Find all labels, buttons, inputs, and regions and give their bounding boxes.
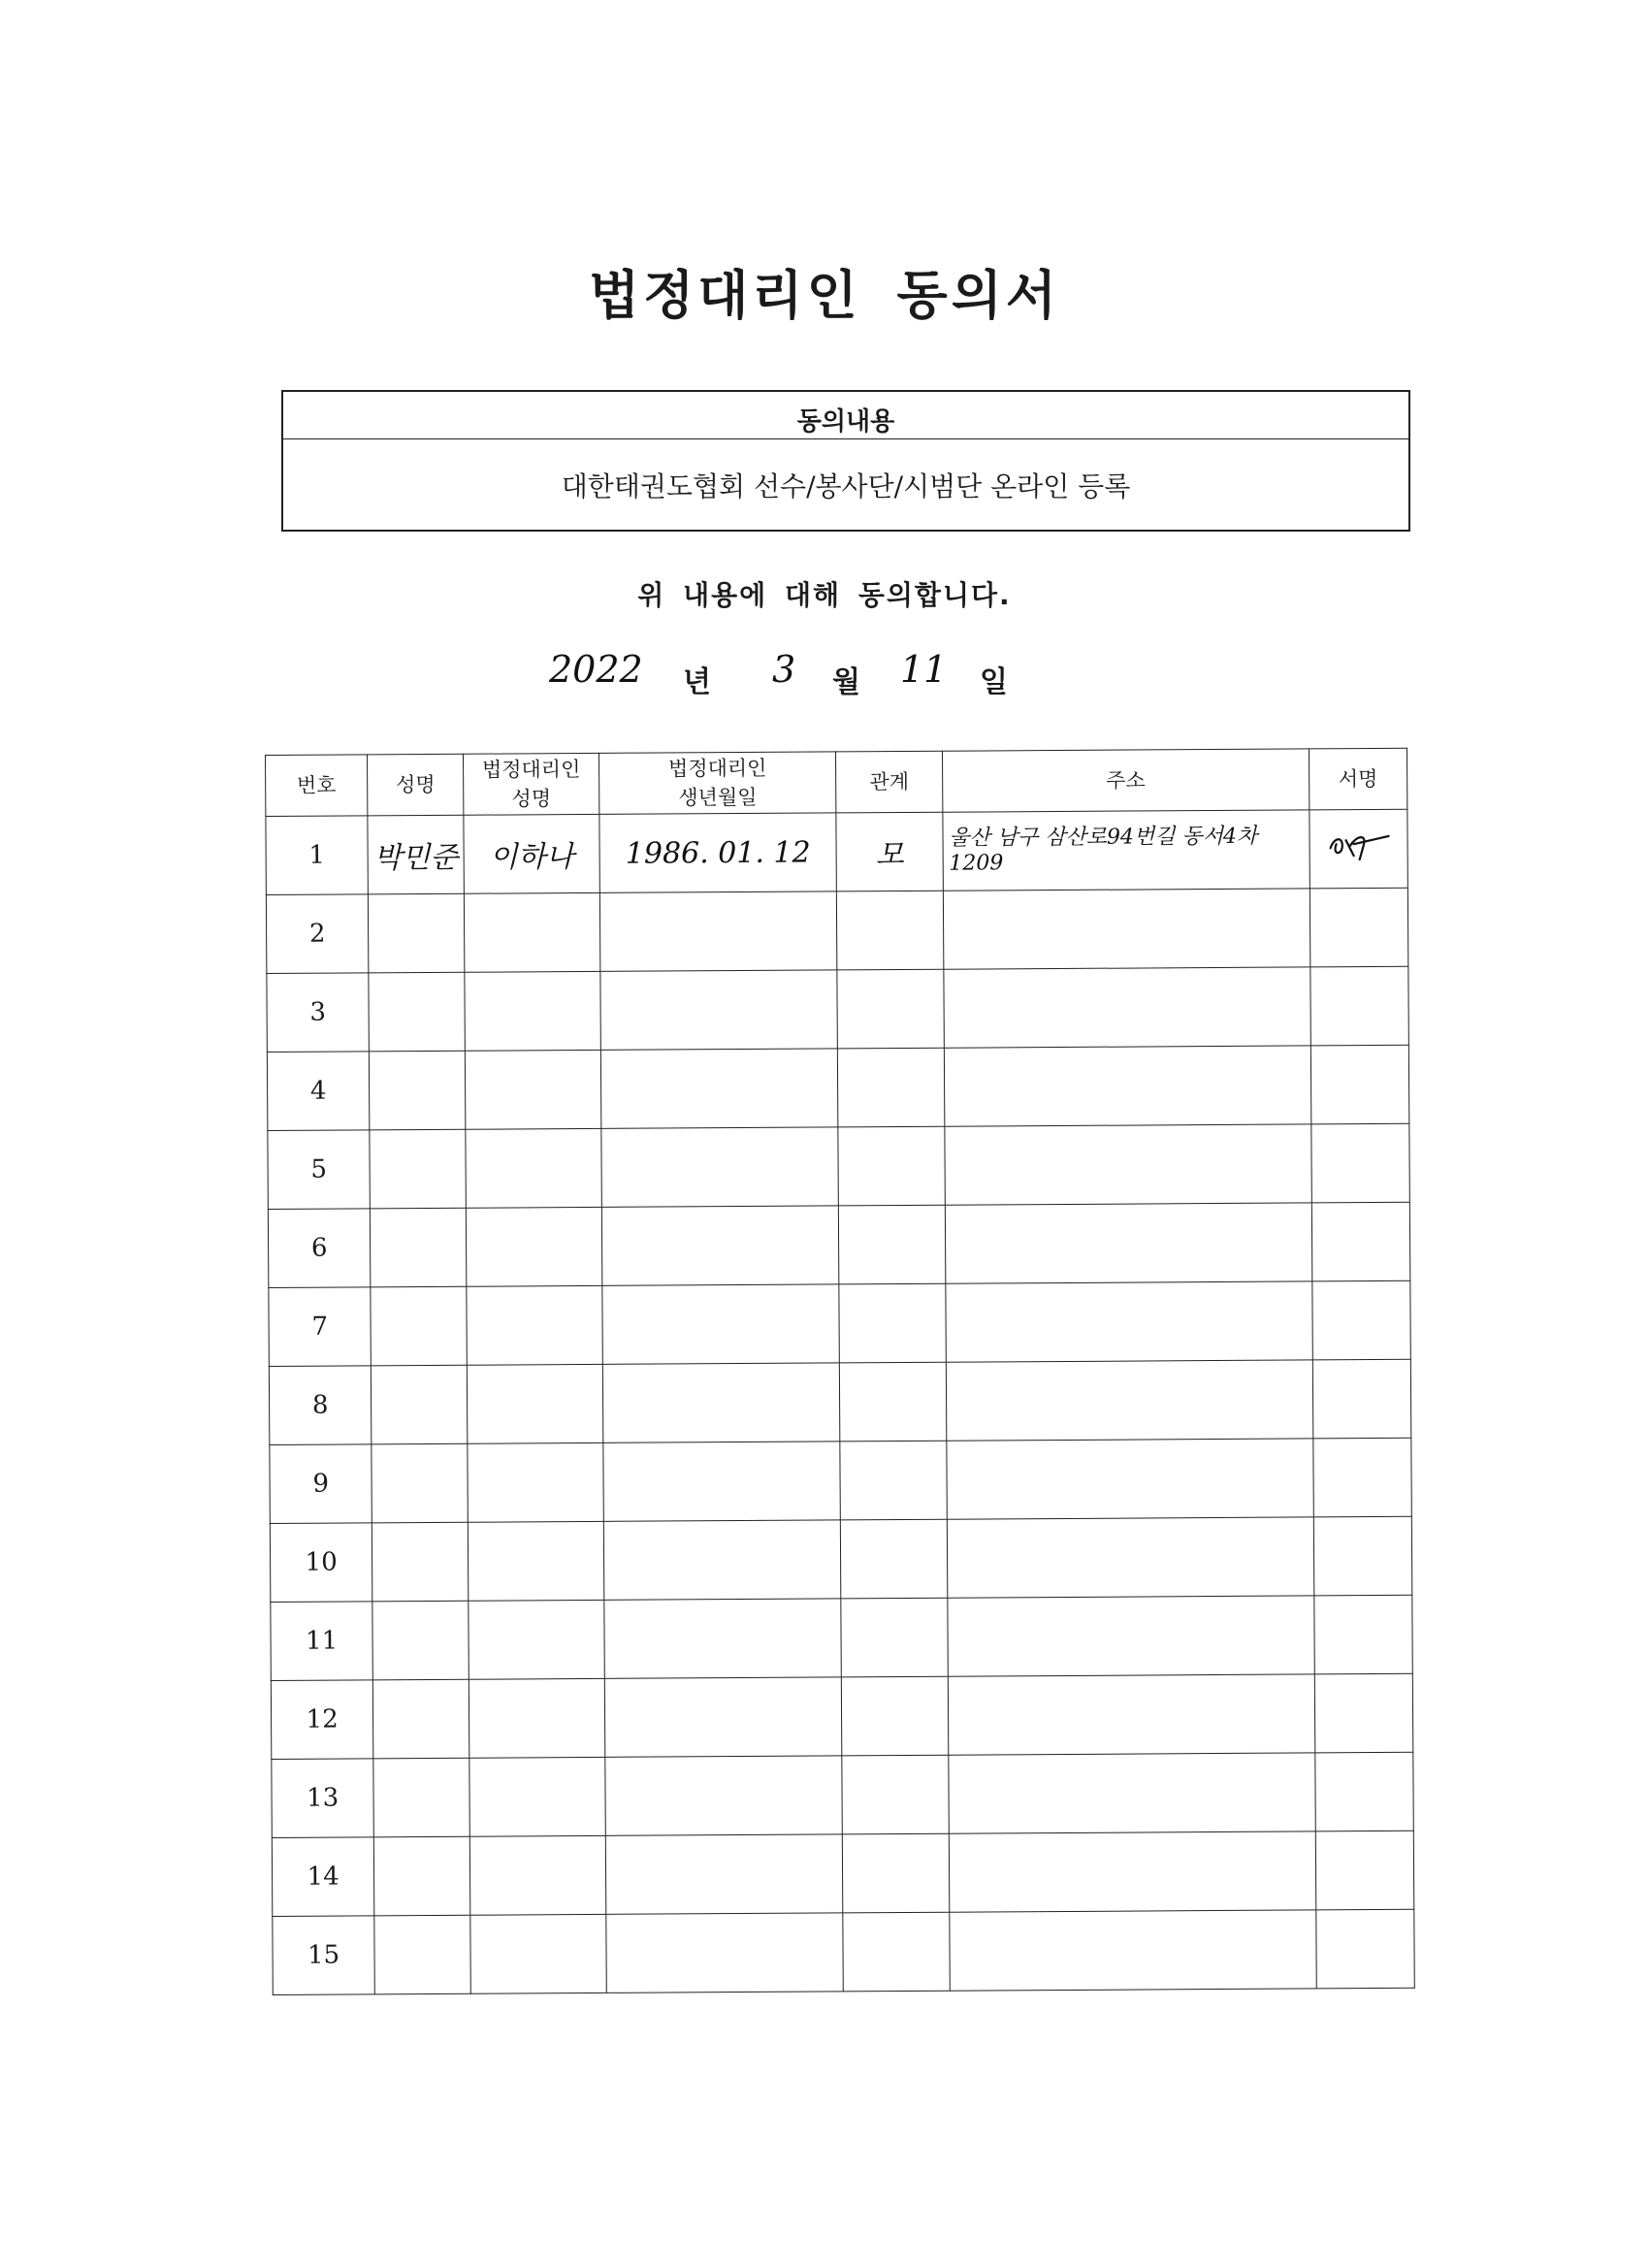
cell-guardian-name[interactable] [466, 1050, 601, 1129]
cell-address[interactable] [948, 1753, 1315, 1833]
cell-guardian-birth[interactable] [601, 1127, 839, 1207]
cell-number: 8 [269, 1366, 372, 1445]
cell-number: 4 [267, 1052, 370, 1131]
cell-guardian-birth[interactable] [604, 1599, 842, 1678]
table-row [270, 1438, 1411, 1523]
cell-name[interactable] [370, 1129, 467, 1209]
cell-signature[interactable] [1313, 1516, 1412, 1596]
cell-name[interactable] [369, 893, 466, 973]
cell-name[interactable] [371, 1286, 468, 1366]
cell-name[interactable] [370, 1051, 467, 1130]
guardian-table [265, 748, 1415, 1995]
cell-relation[interactable] [841, 1519, 948, 1599]
header-signature [1309, 748, 1407, 810]
cell-address[interactable] [945, 1124, 1312, 1205]
cell-name[interactable] [372, 1365, 469, 1444]
cell-address[interactable] [944, 967, 1311, 1048]
cell-name[interactable] [372, 1679, 469, 1759]
cell-signature[interactable] [1316, 1909, 1415, 1989]
cell-signature[interactable] [1310, 1045, 1409, 1124]
header-guardian-birth-line1: 법정대리인 [667, 756, 767, 781]
header-signature-line1: 서명 [1338, 766, 1378, 792]
cell-guardian-name[interactable] [466, 1128, 601, 1208]
header-guardian-birth [598, 752, 836, 814]
cell-guardian-name[interactable]: 이하나 [464, 814, 599, 893]
cell-relation[interactable] [843, 1833, 950, 1913]
cell-number: 14 [272, 1837, 374, 1917]
table-row [271, 1673, 1412, 1759]
cell-signature[interactable] [1312, 1359, 1411, 1439]
cell-guardian-birth[interactable] [602, 1363, 840, 1442]
cell-guardian-name[interactable] [468, 1364, 603, 1443]
cell-relation[interactable] [840, 1362, 947, 1442]
cell-relation[interactable] [841, 1598, 948, 1677]
cell-signature[interactable] [1315, 1831, 1414, 1910]
cell-signature[interactable] [1310, 809, 1408, 889]
header-guardian-name [464, 753, 599, 815]
cell-guardian-name[interactable] [465, 971, 600, 1051]
cell-relation[interactable]: 모 [836, 812, 943, 891]
cell-guardian-birth[interactable] [604, 1677, 842, 1757]
header-relation [836, 751, 943, 813]
cell-guardian-name[interactable] [468, 1442, 603, 1522]
cell-address[interactable] [945, 1203, 1312, 1283]
consent-content: 대한태권도협회 선수/봉사단/시범단 온라인 등록 [561, 470, 1131, 502]
cell-address[interactable] [944, 1046, 1311, 1126]
cell-relation[interactable] [838, 1126, 945, 1206]
table-row [272, 1831, 1413, 1916]
table-body [266, 809, 1414, 1994]
cell-relation[interactable] [839, 1205, 946, 1284]
table-header-row [266, 748, 1407, 816]
cell-name[interactable] [373, 1836, 470, 1916]
header-guardian-name-line2: 성명 [511, 787, 552, 811]
cell-relation[interactable] [839, 1283, 946, 1363]
cell-number: 5 [268, 1130, 371, 1210]
cell-relation[interactable] [838, 1048, 945, 1127]
cell-signature[interactable] [1311, 1202, 1410, 1281]
cell-signature[interactable] [1313, 1438, 1412, 1517]
cell-guardian-name[interactable] [469, 1521, 604, 1601]
cell-signature[interactable] [1314, 1595, 1413, 1674]
cell-guardian-birth[interactable] [603, 1442, 841, 1521]
header-number-line1: 번호 [296, 773, 337, 797]
cell-address[interactable] [947, 1596, 1314, 1676]
cell-address[interactable] [949, 1910, 1316, 1991]
date-year[interactable]: 2022 [549, 648, 643, 691]
consent-box [281, 390, 1410, 532]
cell-name[interactable]: 박민준 [368, 815, 465, 894]
cell-name[interactable] [373, 1758, 470, 1837]
date-line [0, 648, 1649, 706]
cell-signature[interactable] [1314, 1673, 1413, 1753]
table-row [267, 966, 1408, 1052]
header-guardian-name-line1: 법정대리인 [481, 758, 581, 782]
cell-name[interactable] [374, 1915, 471, 1994]
cell-relation[interactable] [837, 891, 944, 970]
cell-number: 1 [266, 816, 369, 895]
table-row [272, 1752, 1413, 1837]
table-row [269, 1359, 1410, 1444]
header-name [368, 754, 464, 816]
cell-guardian-name[interactable] [470, 1835, 606, 1915]
cell-guardian-name[interactable] [467, 1285, 602, 1365]
header-address-line1: 주소 [1106, 768, 1146, 793]
cell-signature[interactable] [1311, 1123, 1410, 1203]
cell-guardian-birth[interactable] [605, 1756, 843, 1835]
cell-guardian-name[interactable] [465, 892, 600, 972]
header-number [266, 755, 369, 817]
cell-number: 9 [270, 1444, 372, 1524]
cell-address[interactable] [947, 1439, 1314, 1519]
cell-guardian-birth[interactable] [605, 1834, 843, 1914]
cell-number: 13 [272, 1759, 374, 1838]
date-day[interactable]: 11 [900, 648, 948, 691]
table-row [266, 809, 1407, 894]
table-row [268, 1123, 1409, 1209]
date-year-label: 년 [683, 665, 711, 699]
cell-guardian-name[interactable] [469, 1757, 605, 1836]
cell-signature[interactable] [1310, 888, 1408, 967]
table-row [269, 1280, 1410, 1366]
header-address [942, 749, 1310, 812]
consent-header: 동의내용 [283, 405, 1408, 439]
table-row [273, 1909, 1414, 1994]
date-day-label: 일 [980, 665, 1008, 699]
cell-relation[interactable] [842, 1755, 949, 1834]
cell-address[interactable]: 울산 남구 삼산로94번길 동서4차 1209 [943, 810, 1310, 891]
cell-number: 2 [266, 894, 369, 974]
cell-guardian-birth[interactable] [601, 1206, 839, 1285]
cell-name[interactable] [372, 1522, 469, 1602]
cell-address[interactable] [948, 1674, 1315, 1755]
signature-mark [1324, 826, 1392, 864]
cell-guardian-birth[interactable]: 1986. 01. 12 [599, 813, 837, 892]
cell-guardian-birth[interactable] [599, 891, 837, 971]
cell-address[interactable] [943, 889, 1310, 969]
cell-guardian-birth[interactable] [603, 1520, 841, 1600]
cell-name[interactable] [369, 972, 466, 1052]
cell-number: 15 [273, 1916, 375, 1995]
table-row [271, 1595, 1412, 1680]
cell-address[interactable] [947, 1517, 1314, 1598]
table-row [267, 1045, 1408, 1130]
cell-number: 12 [271, 1680, 373, 1760]
cell-name[interactable] [372, 1601, 469, 1680]
cell-relation[interactable] [840, 1441, 947, 1520]
cell-guardian-birth[interactable] [606, 1913, 844, 1993]
cell-address[interactable] [949, 1831, 1316, 1912]
cell-name[interactable] [371, 1208, 468, 1287]
table-row [266, 888, 1407, 973]
cell-number: 7 [269, 1287, 372, 1367]
cell-guardian-name[interactable] [469, 1678, 605, 1758]
cell-guardian-birth[interactable] [600, 970, 838, 1050]
cell-name[interactable] [372, 1443, 469, 1523]
cell-signature[interactable] [1315, 1752, 1414, 1831]
document-title: 법정대리인 동의서 [588, 265, 1061, 326]
cell-number: 10 [270, 1523, 372, 1603]
date-month[interactable]: 3 [772, 648, 796, 691]
table-row [268, 1202, 1409, 1287]
date-month-label: 월 [832, 665, 860, 699]
cell-signature[interactable] [1310, 966, 1409, 1046]
cell-number: 3 [267, 973, 370, 1053]
cell-signature[interactable] [1312, 1280, 1411, 1360]
cell-relation[interactable] [837, 969, 944, 1049]
cell-guardian-name[interactable] [470, 1914, 606, 1993]
table-row [270, 1516, 1411, 1602]
header-guardian-birth-line2: 생년월일 [678, 785, 758, 810]
agreement-text: 위 내용에 대해 동의합니다. [637, 579, 1012, 611]
cell-guardian-name[interactable] [469, 1600, 604, 1679]
cell-number: 11 [271, 1602, 373, 1681]
cell-address[interactable] [946, 1281, 1313, 1362]
cell-guardian-birth[interactable] [602, 1284, 840, 1364]
cell-address[interactable] [946, 1360, 1313, 1441]
cell-guardian-birth[interactable] [600, 1049, 838, 1128]
header-name-line1: 성명 [396, 772, 436, 797]
cell-relation[interactable] [843, 1912, 950, 1992]
cell-guardian-name[interactable] [467, 1207, 602, 1286]
cell-relation[interactable] [842, 1676, 949, 1756]
header-relation-line1: 관계 [869, 769, 910, 794]
cell-number: 6 [268, 1209, 371, 1288]
